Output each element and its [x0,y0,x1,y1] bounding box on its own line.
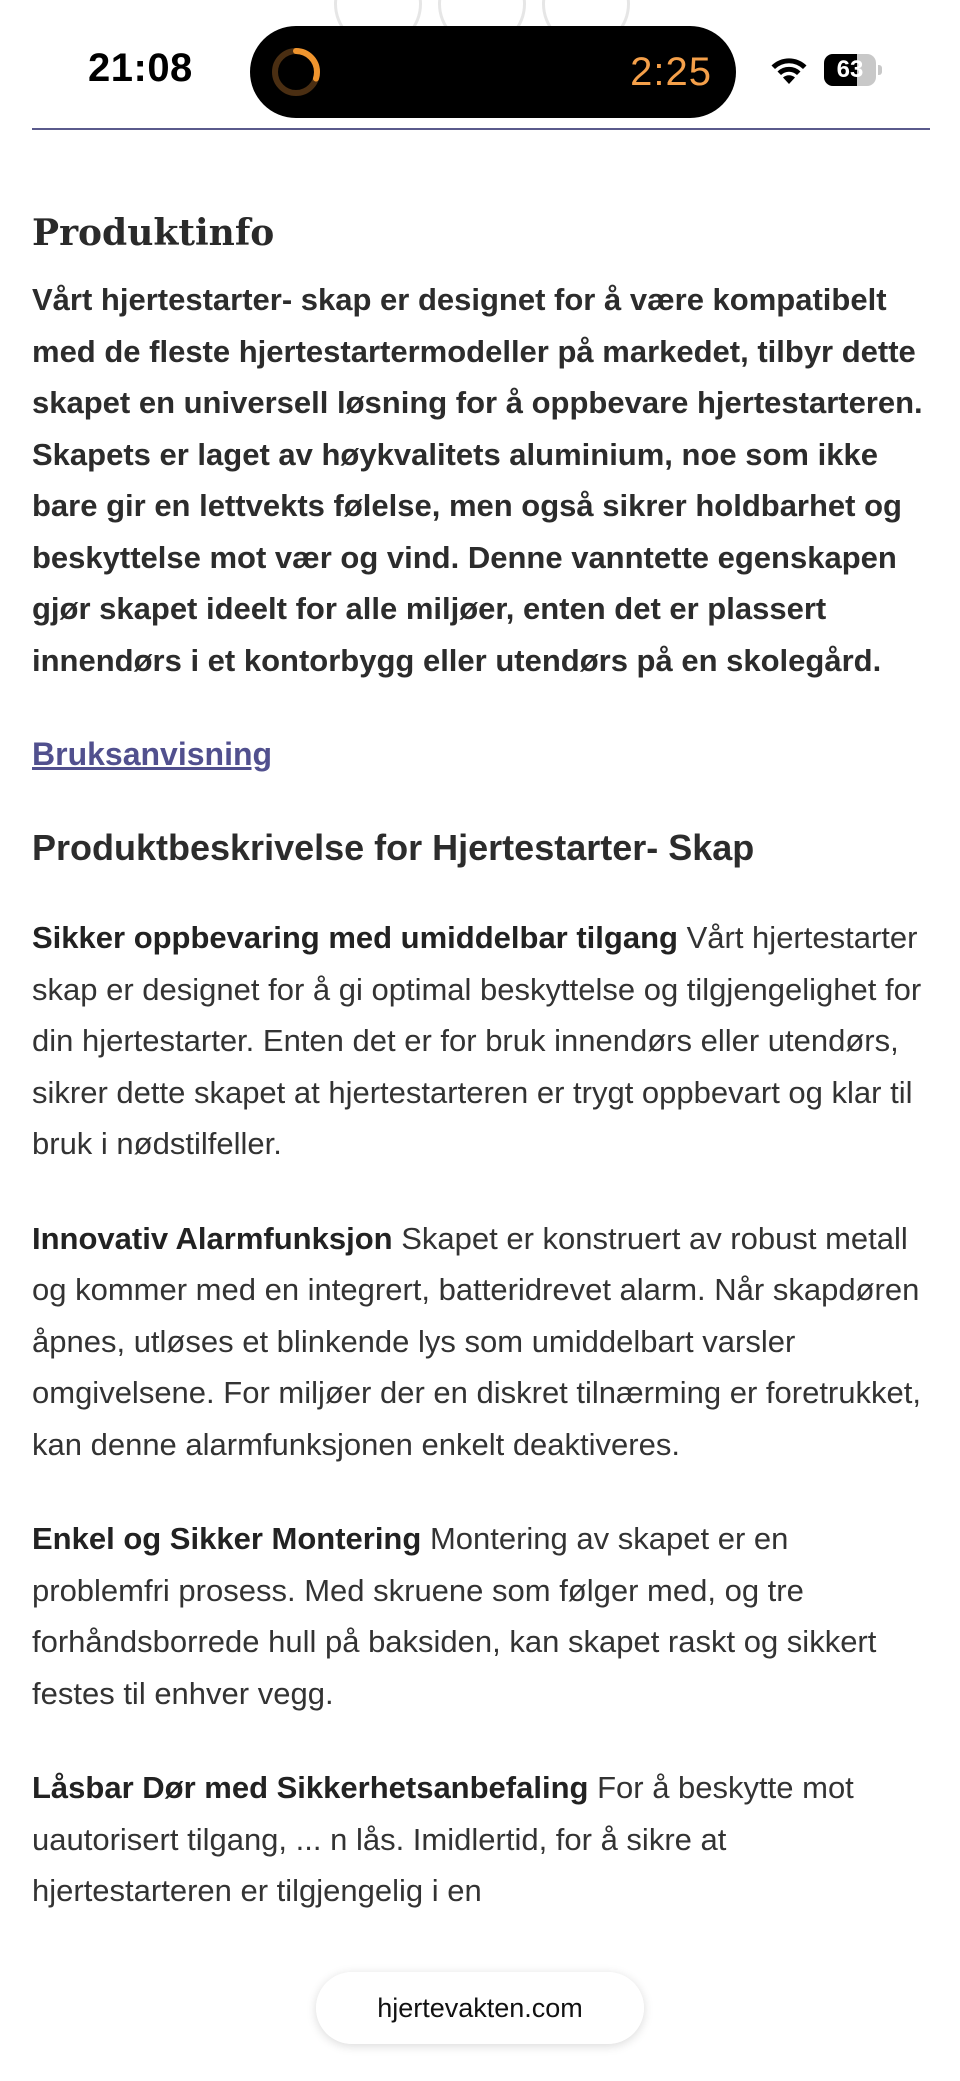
description-section-lock [32,1762,932,1917]
manual-link[interactable]: Bruksanvisning [32,736,273,772]
section-text: Montering av skapet er en problemfri prosess. Med skruene som følger med, og tre forhåndsborrede hull på baksiden, kan skapet raskt og sikkert festes til enhver vegg. [32,1521,877,1711]
status-bar [0,0,960,125]
description-section-mounting [32,1513,932,1719]
product-info-text: Vårt hjertestarter- skap er designet for å være kompatibelt med de fleste hjertestartermodeller på markedet, tilbyr dette skapet en universell løsning for å oppbevare hjertestarteren. Skapets er laget av høykvalitets aluminium, noe som ikke bare gir en lettvekts følelse, men også sikrer holdbarhet og beskyttelse mot vær og vind. Denne vanntette egenskapen gjør skapet ideelt for alle miljøer, enten det er plassert innendørs i et kontorbygg eller utendørs på en skolegård. [32,282,923,678]
section-title: Låsbar Dør med Sikkerhetsanbefaling [32,1770,589,1805]
header-divider [32,128,930,130]
section-text: For å beskytte mot uautorisert tilgang, ... n lås. Imidlertid, for å sikre at hjertestarteren er tilgjengelig i en [32,1770,854,1908]
section-text: Vårt hjertestarter skap er designet for å gi optimal beskyttelse og tilgjengelighet for din hjertestarter. Enten det er for bruk innendørs eller utendørs, sikrer dette skapet at hjertestarteren er trygt oppbevart og klar til bruk i nødstilfeller. [32,920,922,1161]
wifi-icon [768,54,810,86]
timer-remaining: 2:25 [630,50,712,94]
address-bar[interactable]: hjertevakten.com [316,1972,644,2044]
product-content [32,200,932,1960]
description-section-storage [32,912,932,1170]
dynamic-island[interactable] [250,26,736,118]
product-description-heading: Produktbeskrivelse for Hjertestarter- Skap [32,827,755,868]
product-info-heading: Produktinfo [32,212,275,254]
description-section-alarm [32,1213,932,1471]
battery-level: 63 [836,56,864,83]
section-title: Innovativ Alarmfunksjon [32,1220,393,1256]
status-time: 21:08 [88,46,193,90]
section-title: Enkel og Sikker Montering [32,1521,422,1556]
section-title: Sikker oppbevaring med umiddelbar tilgang [32,920,678,955]
section-text: Skapet er konstruert av robust metall og kommer med en integrert, batteridrevet alarm. Når skapdøren åpnes, utløses et blinkende lys som umiddelbart varsler omgivelsene. For miljøer der en diskret tilnærming er foretrukket, kan denne alarmfunksjonen enkelt deaktiveres. [32,1220,921,1462]
battery-icon [824,54,884,86]
timer-icon [270,46,322,98]
